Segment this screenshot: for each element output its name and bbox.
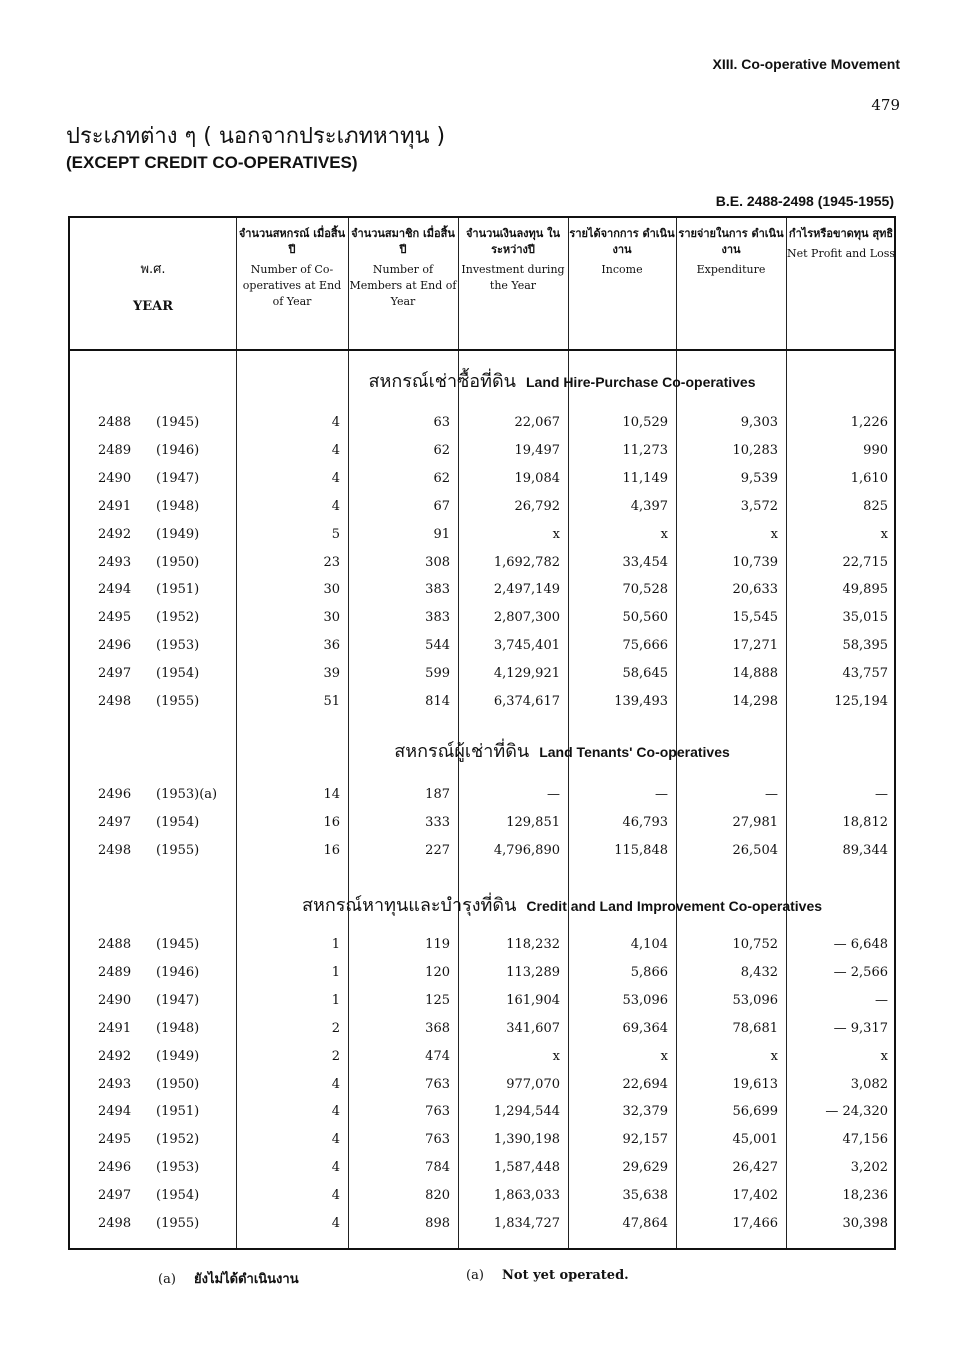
table-row: [70, 784, 894, 806]
cell-income: 69,364: [622, 1020, 668, 1036]
year-ad: (1952): [156, 1132, 200, 1148]
cell-coops: 2: [331, 1020, 340, 1036]
cell-members: 599: [425, 666, 450, 682]
cell-income: x: [660, 1048, 668, 1064]
cell-members: 898: [425, 1216, 450, 1231]
cell-expend: 53,096: [732, 992, 778, 1008]
cell-members: 187: [425, 787, 450, 802]
header-thai: รายจ่ายในการ ดำเนินงาน: [678, 227, 784, 256]
year-ad: (1948): [156, 498, 200, 514]
header-english: Income: [601, 263, 643, 276]
year-be: 2494: [98, 1104, 132, 1120]
cell-coops: 30: [323, 582, 340, 598]
table-row: [70, 468, 894, 490]
group-title-thai: สหกรณ์เช่าซื้อที่ดิน: [368, 371, 516, 392]
cell-coops: 4: [331, 442, 340, 458]
year-be: 2488: [98, 415, 132, 430]
cell-members: 474: [425, 1048, 450, 1064]
cell-members: 763: [425, 1104, 450, 1120]
cell-coops: 1: [331, 937, 340, 952]
year-ad: (1951): [156, 1104, 200, 1120]
cell-coops: 4: [331, 498, 340, 514]
cell-expend: 3,572: [740, 498, 778, 514]
cell-invest: 19,497: [514, 442, 560, 458]
cell-net: 825: [863, 498, 888, 514]
cell-coops: 4: [331, 415, 340, 430]
year-be: 2497: [98, 666, 132, 682]
year-be: 2495: [98, 610, 132, 626]
cell-members: 119: [425, 937, 450, 952]
year-ad: (1954): [156, 1188, 200, 1204]
cell-expend: 15,545: [732, 610, 778, 626]
cell-invest: 341,607: [506, 1020, 560, 1036]
year-be: 2496: [98, 787, 132, 802]
cell-income: 53,096: [622, 992, 668, 1008]
group-title: [70, 890, 894, 919]
header-coops: [236, 226, 348, 310]
footnote-english: [466, 1268, 629, 1283]
cell-invest: 4,796,890: [493, 842, 560, 858]
footnote-mark: (a): [466, 1268, 484, 1283]
cell-net: 990: [863, 442, 888, 458]
footnote-thai-text: ยังไม่ได้ดำเนินงาน: [194, 1272, 299, 1287]
year-header-english: YEAR: [132, 299, 174, 314]
cell-coops: 23: [323, 554, 340, 570]
year-be: 2498: [98, 842, 132, 858]
cell-income: x: [660, 526, 668, 542]
cell-net: — 24,320: [825, 1104, 888, 1120]
cell-income: 4,104: [630, 937, 668, 952]
cell-members: 763: [425, 1132, 450, 1148]
cell-members: 820: [425, 1188, 450, 1204]
cell-members: 67: [433, 498, 450, 514]
table-row: [70, 1185, 894, 1207]
cell-expend: 17,402: [732, 1188, 778, 1204]
cell-expend: 14,888: [732, 666, 778, 682]
cell-expend: x: [770, 1048, 778, 1064]
table-row: [70, 840, 894, 862]
cell-coops: 39: [323, 666, 340, 682]
year-ad: (1954): [156, 814, 200, 830]
year-be: 2498: [98, 694, 132, 709]
cell-coops: 4: [331, 1076, 340, 1092]
cell-net: 1,226: [850, 415, 888, 430]
cell-invest: 3,745,401: [493, 638, 560, 654]
cell-net: x: [880, 526, 888, 542]
cell-members: 227: [425, 842, 450, 858]
header-thai: รายได้จากการ ดำเนินงาน: [569, 227, 675, 256]
cell-invest: 4,129,921: [493, 666, 560, 682]
cell-income: 10,529: [622, 415, 668, 430]
header-rule: [70, 349, 894, 351]
cell-expend: 26,504: [732, 842, 778, 858]
cell-members: 368: [425, 1020, 450, 1036]
cell-income: 33,454: [622, 554, 668, 570]
table-row: [70, 812, 894, 834]
page-number: 479: [871, 96, 900, 114]
year-be: 2491: [98, 498, 132, 514]
year-be: 2492: [98, 526, 132, 542]
cell-expend: 10,739: [732, 554, 778, 570]
cell-income: 139,493: [614, 694, 668, 709]
cell-invest: 26,792: [514, 498, 560, 514]
year-be: 2497: [98, 1188, 132, 1204]
cell-invest: 1,863,033: [493, 1188, 560, 1204]
table-row: [70, 1157, 894, 1179]
group-title-english: Land Tenants' Co-operatives: [539, 744, 730, 760]
group-title: [70, 366, 894, 395]
footnote-english-text: Not yet operated.: [502, 1268, 629, 1283]
header-income: [568, 226, 676, 278]
cell-coops: 16: [323, 842, 340, 858]
cell-net: 49,895: [842, 582, 888, 598]
cell-expend: 20,633: [732, 582, 778, 598]
header-members: [348, 226, 458, 310]
cell-invest: 1,390,198: [493, 1132, 560, 1148]
cell-net: 18,812: [842, 814, 888, 830]
cell-members: 63: [433, 415, 450, 430]
cell-invest: 129,851: [506, 814, 560, 830]
table-row: [70, 524, 894, 546]
title-english: (EXCEPT CREDIT CO-OPERATIVES): [66, 153, 358, 172]
cell-income: 35,638: [622, 1188, 668, 1204]
cell-coops: 4: [331, 1104, 340, 1120]
table-row: [70, 691, 894, 713]
cell-members: 120: [425, 964, 450, 980]
header-expenditure: [676, 226, 786, 278]
cell-expend: 10,283: [732, 442, 778, 458]
year-ad: (1952): [156, 610, 200, 626]
cell-income: 75,666: [622, 638, 668, 654]
year-ad: (1954): [156, 666, 200, 682]
year-ad: (1946): [156, 442, 200, 458]
cell-expend: x: [770, 526, 778, 542]
year-header-thai: พ.ศ.: [140, 262, 166, 277]
year-ad: (1955): [156, 1216, 200, 1231]
section-header: XIII. Co-operative Movement: [712, 56, 900, 72]
cell-coops: 4: [331, 1216, 340, 1231]
cell-members: 763: [425, 1076, 450, 1092]
cell-expend: 45,001: [732, 1132, 778, 1148]
year-be: 2498: [98, 1216, 132, 1231]
cell-members: 784: [425, 1160, 450, 1176]
cell-net: x: [880, 1048, 888, 1064]
cell-net: 30,398: [842, 1216, 888, 1231]
cell-members: 544: [425, 638, 450, 654]
header-thai: กำไรหรือขาดทุน สุทธิ: [788, 227, 894, 240]
data-table: [68, 216, 896, 1250]
title-thai: ประเภทต่าง ๆ ( นอกจากประเภทหาทุน ): [66, 124, 446, 149]
cell-net: 1,610: [850, 470, 888, 486]
header-net-profit: [786, 226, 896, 262]
cell-net: — 9,317: [833, 1020, 888, 1036]
cell-net: —: [875, 992, 888, 1008]
cell-net: 18,236: [842, 1188, 888, 1204]
year-be: 2497: [98, 814, 132, 830]
cell-income: 5,866: [630, 964, 668, 980]
table-row: [70, 663, 894, 685]
cell-invest: 977,070: [506, 1076, 560, 1092]
year-ad: (1946): [156, 964, 200, 980]
cell-expend: 17,466: [732, 1216, 778, 1231]
cell-members: 62: [433, 470, 450, 486]
cell-net: 43,757: [842, 666, 888, 682]
year-be: 2495: [98, 1132, 132, 1148]
table-row: [70, 635, 894, 657]
header-investment: [458, 226, 568, 294]
group-title-english: Land Hire-Purchase Co-operatives: [525, 374, 756, 390]
cell-expend: 27,981: [732, 814, 778, 830]
table-row: [70, 1213, 894, 1235]
table-row: [70, 1018, 894, 1040]
cell-income: 47,864: [622, 1216, 668, 1231]
year-header: [70, 258, 236, 314]
table-row: [70, 1074, 894, 1096]
cell-invest: 6,374,617: [493, 694, 560, 709]
year-be: 2496: [98, 638, 132, 654]
cell-net: 3,202: [850, 1160, 888, 1176]
cell-members: 91: [433, 526, 450, 542]
cell-expend: 9,539: [740, 470, 778, 486]
header-english: Investment during the Year: [461, 263, 565, 292]
cell-coops: 36: [323, 638, 340, 654]
year-be: 2496: [98, 1160, 132, 1176]
table-row: [70, 1046, 894, 1068]
cell-members: 62: [433, 442, 450, 458]
year-ad: (1953)(a): [156, 787, 218, 802]
year-ad: (1953): [156, 1160, 200, 1176]
year-ad: (1950): [156, 1076, 200, 1092]
cell-coops: 4: [331, 1132, 340, 1148]
cell-members: 383: [425, 610, 450, 626]
cell-income: 50,560: [622, 610, 668, 626]
cell-members: 308: [425, 554, 450, 570]
header-english: Number of Co-operatives at End of Year: [242, 263, 342, 308]
cell-invest: x: [552, 526, 560, 542]
cell-invest: 113,289: [506, 964, 560, 980]
table-row: [70, 607, 894, 629]
year-ad: (1947): [156, 992, 200, 1008]
year-ad: (1947): [156, 470, 200, 486]
cell-income: 11,149: [622, 470, 668, 486]
cell-invest: 19,084: [514, 470, 560, 486]
year-be: 2493: [98, 554, 132, 570]
cell-expend: 17,271: [732, 638, 778, 654]
cell-coops: 5: [331, 526, 340, 542]
year-ad: (1949): [156, 526, 200, 542]
cell-members: 383: [425, 582, 450, 598]
year-be: 2494: [98, 582, 132, 598]
cell-coops: 51: [323, 694, 340, 709]
cell-income: 92,157: [622, 1132, 668, 1148]
cell-coops: 14: [323, 787, 340, 802]
year-ad: (1955): [156, 842, 200, 858]
cell-net: 89,344: [842, 842, 888, 858]
cell-net: — 6,648: [833, 937, 888, 952]
cell-expend: 78,681: [732, 1020, 778, 1036]
cell-expend: 19,613: [732, 1076, 778, 1092]
table-row: [70, 552, 894, 574]
year-ad: (1945): [156, 415, 200, 430]
footnote-mark: (a): [158, 1272, 176, 1287]
year-ad: (1950): [156, 554, 200, 570]
group-title-english: Credit and Land Improvement Co-operatives: [526, 898, 823, 914]
cell-members: 814: [425, 694, 450, 709]
cell-net: 22,715: [842, 554, 888, 570]
cell-coops: 4: [331, 470, 340, 486]
cell-invest: 161,904: [506, 992, 560, 1008]
cell-income: 58,645: [622, 666, 668, 682]
cell-invest: 1,834,727: [493, 1216, 560, 1231]
table-row: [70, 990, 894, 1012]
cell-invest: 22,067: [514, 415, 560, 430]
year-ad: (1949): [156, 1048, 200, 1064]
group-title-thai: สหกรณ์ผู้เช่าที่ดิน: [394, 741, 530, 762]
cell-invest: 1,587,448: [493, 1160, 560, 1176]
cell-income: 29,629: [622, 1160, 668, 1176]
table-row: [70, 440, 894, 462]
cell-invest: x: [552, 1048, 560, 1064]
cell-invest: 2,497,149: [493, 582, 560, 598]
header-thai: จำนวนเงินลงทุน ในระหว่างปี: [465, 227, 561, 256]
cell-net: — 2,566: [833, 964, 888, 980]
header-english: Number of Members at End of Year: [349, 263, 457, 308]
year-ad: (1951): [156, 582, 200, 598]
cell-coops: 16: [323, 814, 340, 830]
year-be: 2490: [98, 992, 132, 1008]
cell-income: 46,793: [622, 814, 668, 830]
table-row: [70, 962, 894, 984]
cell-expend: 8,432: [740, 964, 778, 980]
cell-net: 125,194: [834, 694, 888, 709]
cell-coops: 30: [323, 610, 340, 626]
cell-members: 333: [425, 814, 450, 830]
year-be: 2490: [98, 470, 132, 486]
cell-net: 3,082: [850, 1076, 888, 1092]
footnote-thai: [158, 1268, 299, 1289]
cell-income: 115,848: [614, 842, 668, 858]
cell-net: 58,395: [842, 638, 888, 654]
header-thai: จำนวนสมาชิก เมื่อสิ้นปี: [351, 227, 455, 256]
cell-members: 125: [425, 992, 450, 1008]
cell-expend: —: [765, 787, 778, 802]
group-title: [70, 736, 894, 765]
cell-invest: 118,232: [506, 937, 560, 952]
year-be: 2491: [98, 1020, 132, 1036]
cell-coops: 4: [331, 1160, 340, 1176]
year-ad: (1953): [156, 638, 200, 654]
year-be: 2489: [98, 442, 132, 458]
year-be: 2493: [98, 1076, 132, 1092]
year-be: 2492: [98, 1048, 132, 1064]
cell-net: 47,156: [842, 1132, 888, 1148]
table-row: [70, 1129, 894, 1151]
header-english: Net Profit and Loss: [787, 247, 895, 260]
cell-expend: 26,427: [732, 1160, 778, 1176]
year-ad: (1948): [156, 1020, 200, 1036]
header-thai: จำนวนสหกรณ์ เมื่อสิ้นปี: [238, 227, 346, 256]
table-row: [70, 412, 894, 434]
cell-expend: 10,752: [732, 937, 778, 952]
cell-net: —: [875, 787, 888, 802]
cell-invest: 1,294,544: [493, 1104, 560, 1120]
group-title-thai: สหกรณ์หาทุนและบำรุงที่ดิน: [301, 895, 517, 916]
cell-income: —: [655, 787, 668, 802]
cell-invest: 2,807,300: [493, 610, 560, 626]
cell-invest: 1,692,782: [493, 554, 560, 570]
year-be: 2489: [98, 964, 132, 980]
cell-coops: 1: [331, 992, 340, 1008]
cell-income: 4,397: [630, 498, 668, 514]
header-english: Expenditure: [696, 263, 766, 276]
cell-coops: 1: [331, 964, 340, 980]
cell-income: 32,379: [622, 1104, 668, 1120]
cell-income: 11,273: [622, 442, 668, 458]
table-row: [70, 579, 894, 601]
cell-income: 22,694: [622, 1076, 668, 1092]
cell-expend: 9,303: [740, 415, 778, 430]
table-row: [70, 934, 894, 956]
cell-income: 70,528: [622, 582, 668, 598]
cell-coops: 2: [331, 1048, 340, 1064]
period-label: B.E. 2488-2498 (1945-1955): [715, 193, 894, 209]
cell-expend: 56,699: [732, 1104, 778, 1120]
table-row: [70, 1101, 894, 1123]
year-ad: (1955): [156, 694, 200, 709]
year-be: 2488: [98, 937, 132, 952]
cell-net: 35,015: [842, 610, 888, 626]
cell-invest: —: [547, 787, 560, 802]
cell-expend: 14,298: [732, 694, 778, 709]
cell-coops: 4: [331, 1188, 340, 1204]
year-ad: (1945): [156, 937, 200, 952]
table-row: [70, 496, 894, 518]
